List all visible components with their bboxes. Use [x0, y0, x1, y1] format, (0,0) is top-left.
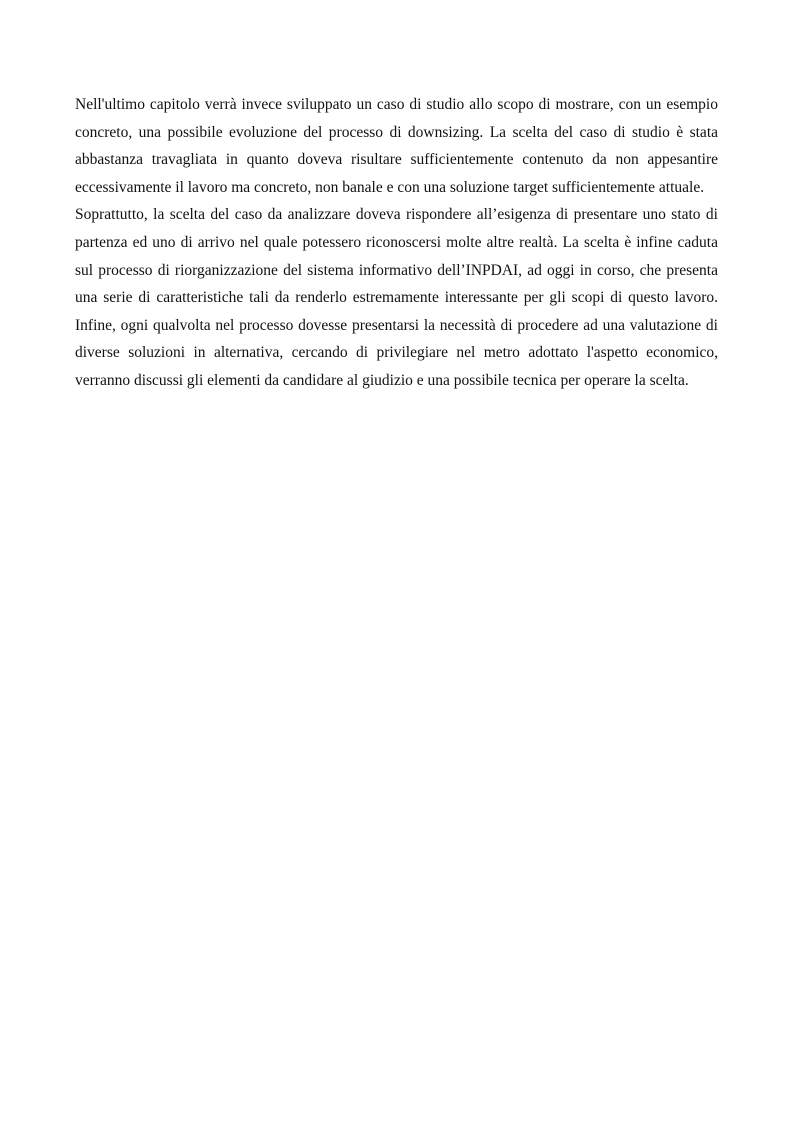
- body-text: [75, 91, 718, 395]
- paragraph-case-study-intro: Nell'ultimo capitolo verrà invece sviluppato un caso di studio allo scopo di mostrare, con un esempio concreto, una possibile evoluzione del processo di downsizing. La scelta del caso di studio è stata abbastanza travagliata in quanto doveva risultare sufficientemente contenuto da non appesantire eccessivamente il lavoro ma concreto, non banale e con una soluzione target sufficientemente attuale.: [75, 96, 718, 196]
- paragraph-case-study-choice: Soprattutto, la scelta del caso da analizzare doveva rispondere all’esigenza di presentare uno stato di partenza ed uno di arrivo nel quale potessero riconoscersi molte altre realtà. La scelta è infine caduta sul processo di riorganizzazione del sistema informativo dell’INPDAI, ad oggi in corso, che presenta una serie di caratteristiche tali da renderlo estremamente interessante per gli scopi di questo lavoro. Infine, ogni qualvolta nel processo dovesse presentarsi la necessità di procedere ad una valutazione di diverse soluzioni in alternativa, cercando di privilegiare nel metro adottato l'aspetto economico, verranno discussi gli elementi da candidare al giudizio e una possibile tecnica per operare la scelta.: [75, 206, 718, 389]
